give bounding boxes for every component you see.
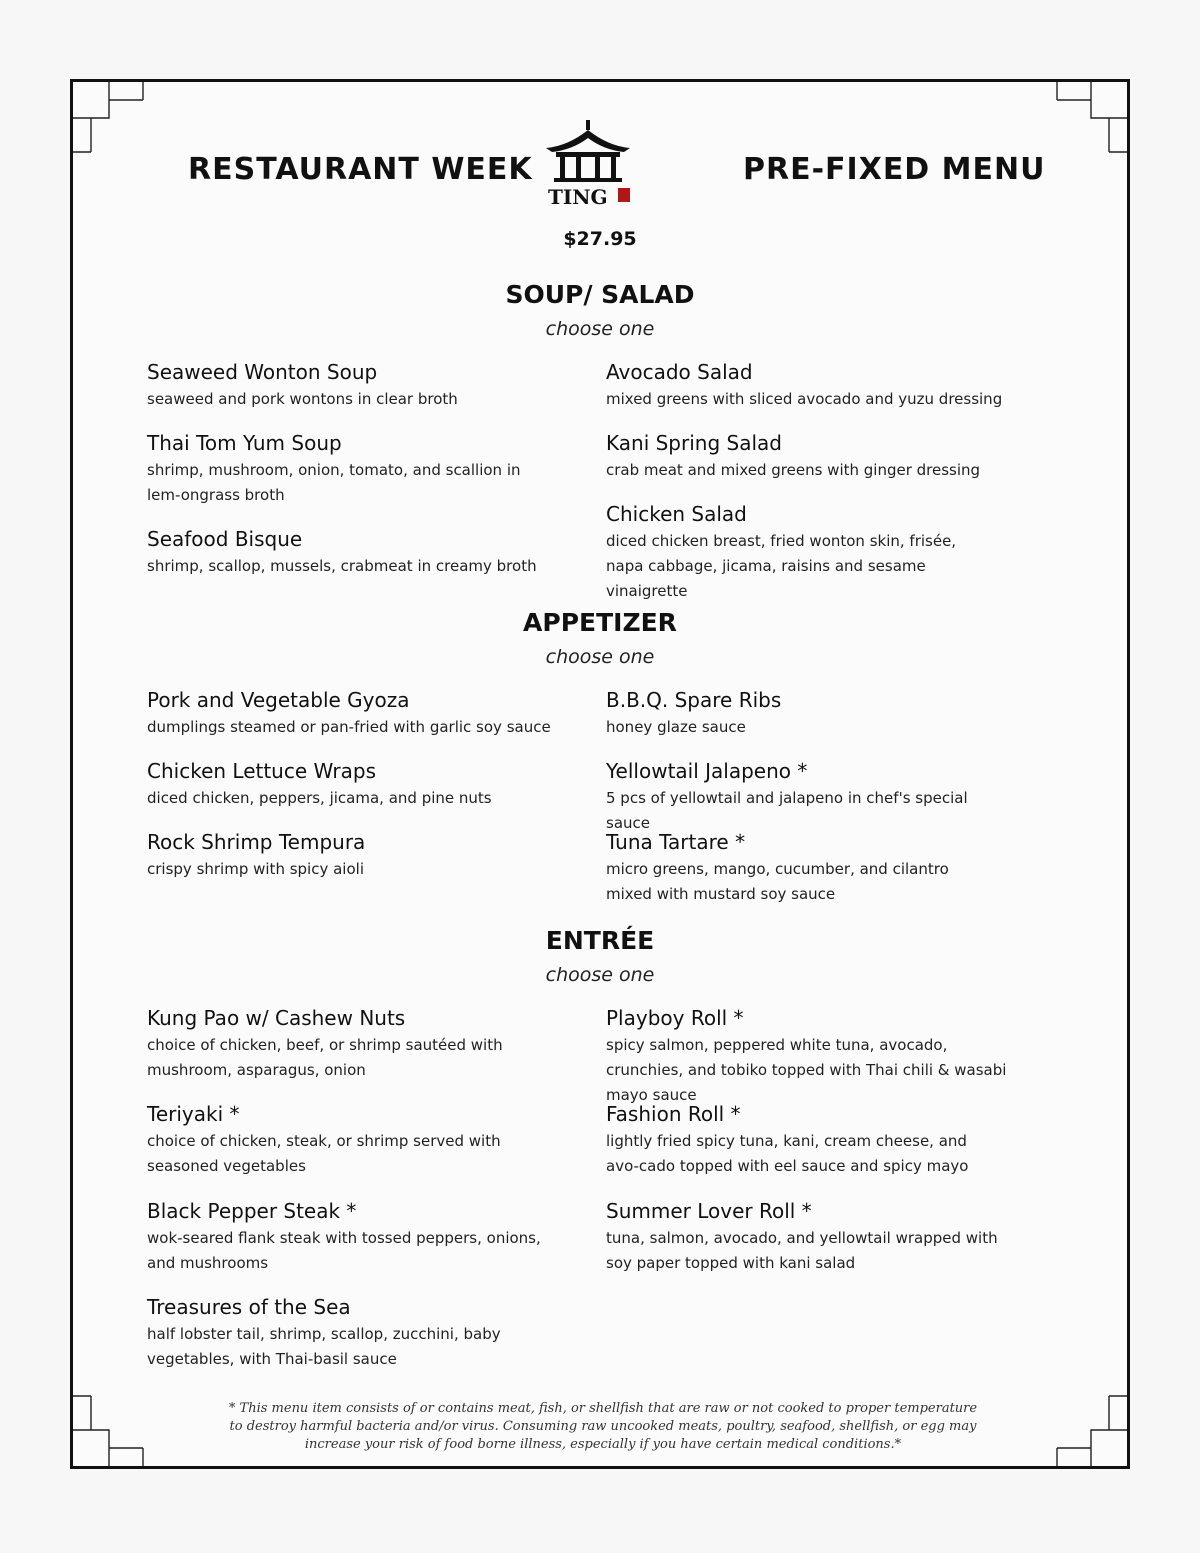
item-description: diced chicken, peppers, jicama, and pine nuts <box>147 789 492 807</box>
item-name: Kani Spring Salad <box>606 431 782 455</box>
menu-price: $27.95 <box>563 228 637 250</box>
item-name: Chicken Salad <box>606 502 747 526</box>
item-name: Yellowtail Jalapeno * <box>606 759 808 783</box>
item-name: Teriyaki * <box>147 1102 240 1126</box>
menu-item <box>606 501 1006 604</box>
restaurant-week-title: RESTAURANT WEEK <box>188 152 533 187</box>
menu-item <box>147 526 567 579</box>
item-description: choice of chicken, steak, or shrimp served with seasoned vegetables <box>147 1132 501 1175</box>
section-title-appetizer: APPETIZER <box>523 608 677 637</box>
section-title-soup-salad: SOUP/ SALAD <box>505 280 695 309</box>
raw-food-disclaimer: * This menu item consists of or contains meat, fish, or shellfish that are raw or not cooked to proper temperature to destroy harmful bacteria and/or virus. Consuming raw uncooked meats, poultry, seafood, shellfish, or egg may increase your risk of food borne illness, especially if you have certain medical conditions.* <box>228 1401 978 1452</box>
menu-item <box>147 1101 567 1179</box>
menu-item <box>147 1294 567 1372</box>
item-description: crab meat and mixed greens with ginger dressing <box>606 461 981 479</box>
item-description: wok-seared flank steak with tossed peppers, onions, and mushrooms <box>147 1229 541 1272</box>
item-description: 5 pcs of yellowtail and jalapeno in chef's special sauce <box>606 789 968 832</box>
item-name: B.B.Q. Spare Ribs <box>606 688 782 712</box>
menu-item <box>147 829 567 882</box>
item-description: micro greens, mango, cucumber, and cilantro mixed with mustard soy sauce <box>606 860 949 903</box>
item-name: Seafood Bisque <box>147 527 303 551</box>
item-name: Rock Shrimp Tempura <box>147 830 366 854</box>
item-description: tuna, salmon, avocado, and yellowtail wrapped with soy paper topped with kani salad <box>606 1229 998 1272</box>
item-name: Avocado Salad <box>606 360 753 384</box>
pre-fixed-menu-title: PRE-FIXED MENU <box>743 152 1046 187</box>
item-name: Playboy Roll * <box>606 1006 744 1030</box>
menu-item <box>147 1005 567 1083</box>
item-description: half lobster tail, shrimp, scallop, zucchini, baby vegetables, with Thai-basil sauce <box>147 1325 501 1368</box>
corner-ornament-top-left <box>73 82 145 154</box>
menu-item <box>606 829 1006 907</box>
section-subtitle: choose one <box>545 318 655 340</box>
item-description: crispy shrimp with spicy aioli <box>147 860 364 878</box>
item-name: Fashion Roll * <box>606 1102 741 1126</box>
item-description: mixed greens with sliced avocado and yuzu dressing <box>606 390 1003 408</box>
menu-item <box>606 687 1006 740</box>
menu-item <box>606 758 1006 836</box>
menu-item <box>606 1101 1006 1179</box>
menu-item <box>606 430 1006 483</box>
item-name: Black Pepper Steak * <box>147 1199 357 1223</box>
item-description: dumplings steamed or pan-fried with garlic soy sauce <box>147 718 551 736</box>
item-name: Pork and Vegetable Gyoza <box>147 688 410 712</box>
item-name: Tuna Tartare * <box>606 830 746 854</box>
logo-text: TING <box>548 185 608 209</box>
item-description: seaweed and pork wontons in clear broth <box>147 390 458 408</box>
item-name: Seaweed Wonton Soup <box>147 360 378 384</box>
menu-item <box>147 758 567 811</box>
corner-ornament-top-right <box>1055 82 1127 154</box>
item-description: shrimp, scallop, mussels, crabmeat in creamy broth <box>147 557 537 575</box>
item-description: choice of chicken, beef, or shrimp sautéed with mushroom, asparagus, onion <box>147 1036 503 1079</box>
section-subtitle: choose one <box>545 964 655 986</box>
section-subtitle: choose one <box>545 646 655 668</box>
menu-frame <box>70 79 1130 1469</box>
menu-item <box>147 359 567 412</box>
item-description: shrimp, mushroom, onion, tomato, and scallion in lem-ongrass broth <box>147 461 521 504</box>
corner-ornament-bottom-right <box>1055 1394 1127 1466</box>
item-name: Treasures of the Sea <box>147 1295 351 1319</box>
item-name: Chicken Lettuce Wraps <box>147 759 376 783</box>
item-name: Summer Lover Roll * <box>606 1199 812 1223</box>
menu-item <box>147 687 567 740</box>
item-description: diced chicken breast, fried wonton skin, frisée, napa cabbage, jicama, raisins and sesame vinaigrette <box>606 532 957 600</box>
menu-item <box>606 359 1006 412</box>
item-description: lightly fried spicy tuna, kani, cream cheese, and avo-cado topped with eel sauce and spicy mayo <box>606 1132 969 1175</box>
pagoda-icon <box>538 118 638 212</box>
section-title-entree: ENTRÉE <box>545 926 655 955</box>
menu-item <box>606 1005 1006 1108</box>
item-name: Thai Tom Yum Soup <box>147 431 342 455</box>
menu-item <box>147 430 567 508</box>
menu-item <box>606 1198 1006 1276</box>
item-description: honey glaze sauce <box>606 718 746 736</box>
menu-item <box>147 1198 567 1276</box>
corner-ornament-bottom-left <box>73 1394 145 1466</box>
ting-logo <box>538 118 638 212</box>
item-description: spicy salmon, peppered white tuna, avocado, crunchies, and tobiko topped with Thai chili & wasabi mayo sauce <box>606 1036 1007 1104</box>
item-name: Kung Pao w/ Cashew Nuts <box>147 1006 406 1030</box>
